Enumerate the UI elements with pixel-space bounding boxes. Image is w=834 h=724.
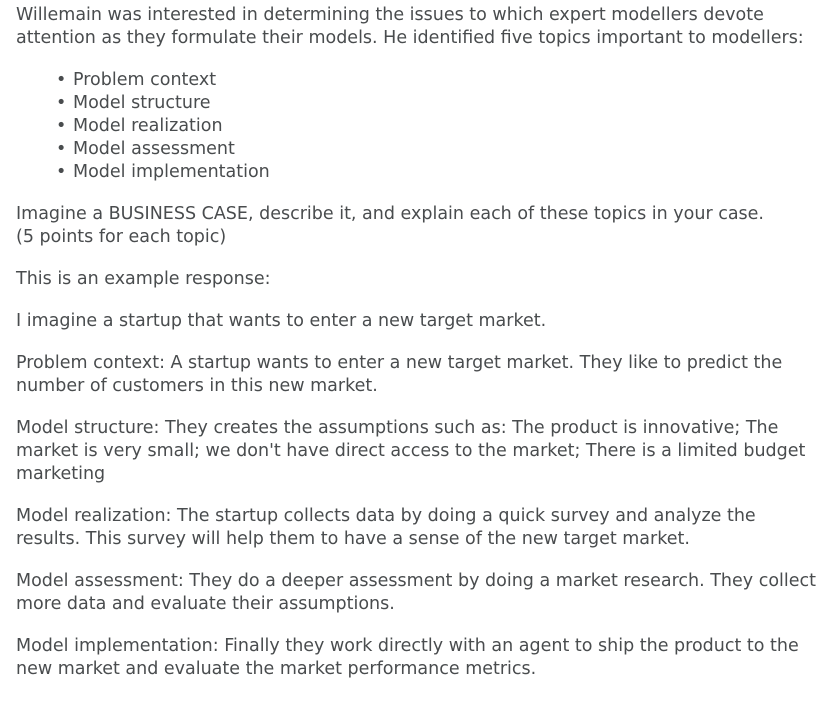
task-paragraph [16,203,818,249]
list-item [56,161,818,184]
answer-model-realization: Model realization: The startup collects data by doing a quick survey and analyze the results. This survey will help them to have a sense of the new target market. [16,506,756,549]
answer-model-structure: Model structure: They creates the assumptions such as: The product is innovative; The market is very small; we don't have direct access to the market; There is a limited budget marketing [16,418,806,484]
answer-problem-context: Problem context: A startup wants to enter a new target market. They like to predict the number of customers in this new market. [16,353,783,396]
list-item [56,138,818,161]
bullet-icon: • [56,162,67,182]
topic-label: Problem context [73,70,217,90]
topic-label: Model realization [73,116,223,136]
bullet-icon: • [56,93,67,113]
answer-model-implementation: Model implementation: Finally they work directly with an agent to ship the product to the new market and evaluate the market performance metrics. [16,636,799,679]
topics-list [16,69,818,184]
example-intro: I imagine a startup that wants to enter a new target market. [16,311,547,331]
example-heading: This is an example response: [16,269,271,289]
topic-label: Model implementation [73,162,270,182]
answer-model-assessment: Model assessment: They do a deeper assessment by doing a market research. They collect more data and evaluate their assumptions. [16,571,817,614]
topic-label: Model structure [73,93,211,113]
list-item [56,92,818,115]
list-item [56,115,818,138]
list-item [56,69,818,92]
task-line: Imagine a BUSINESS CASE, describe it, and explain each of these topics in your case. [16,204,764,224]
bullet-icon: • [56,70,67,90]
points-note: (5 points for each topic) [16,227,227,247]
topic-label: Model assessment [73,139,235,159]
bullet-icon: • [56,116,67,136]
bullet-icon: • [56,139,67,159]
intro-paragraph: Willemain was interested in determining the issues to which expert modellers devote attention as they formulate their models. He identified five topics important to modellers: [16,5,804,48]
